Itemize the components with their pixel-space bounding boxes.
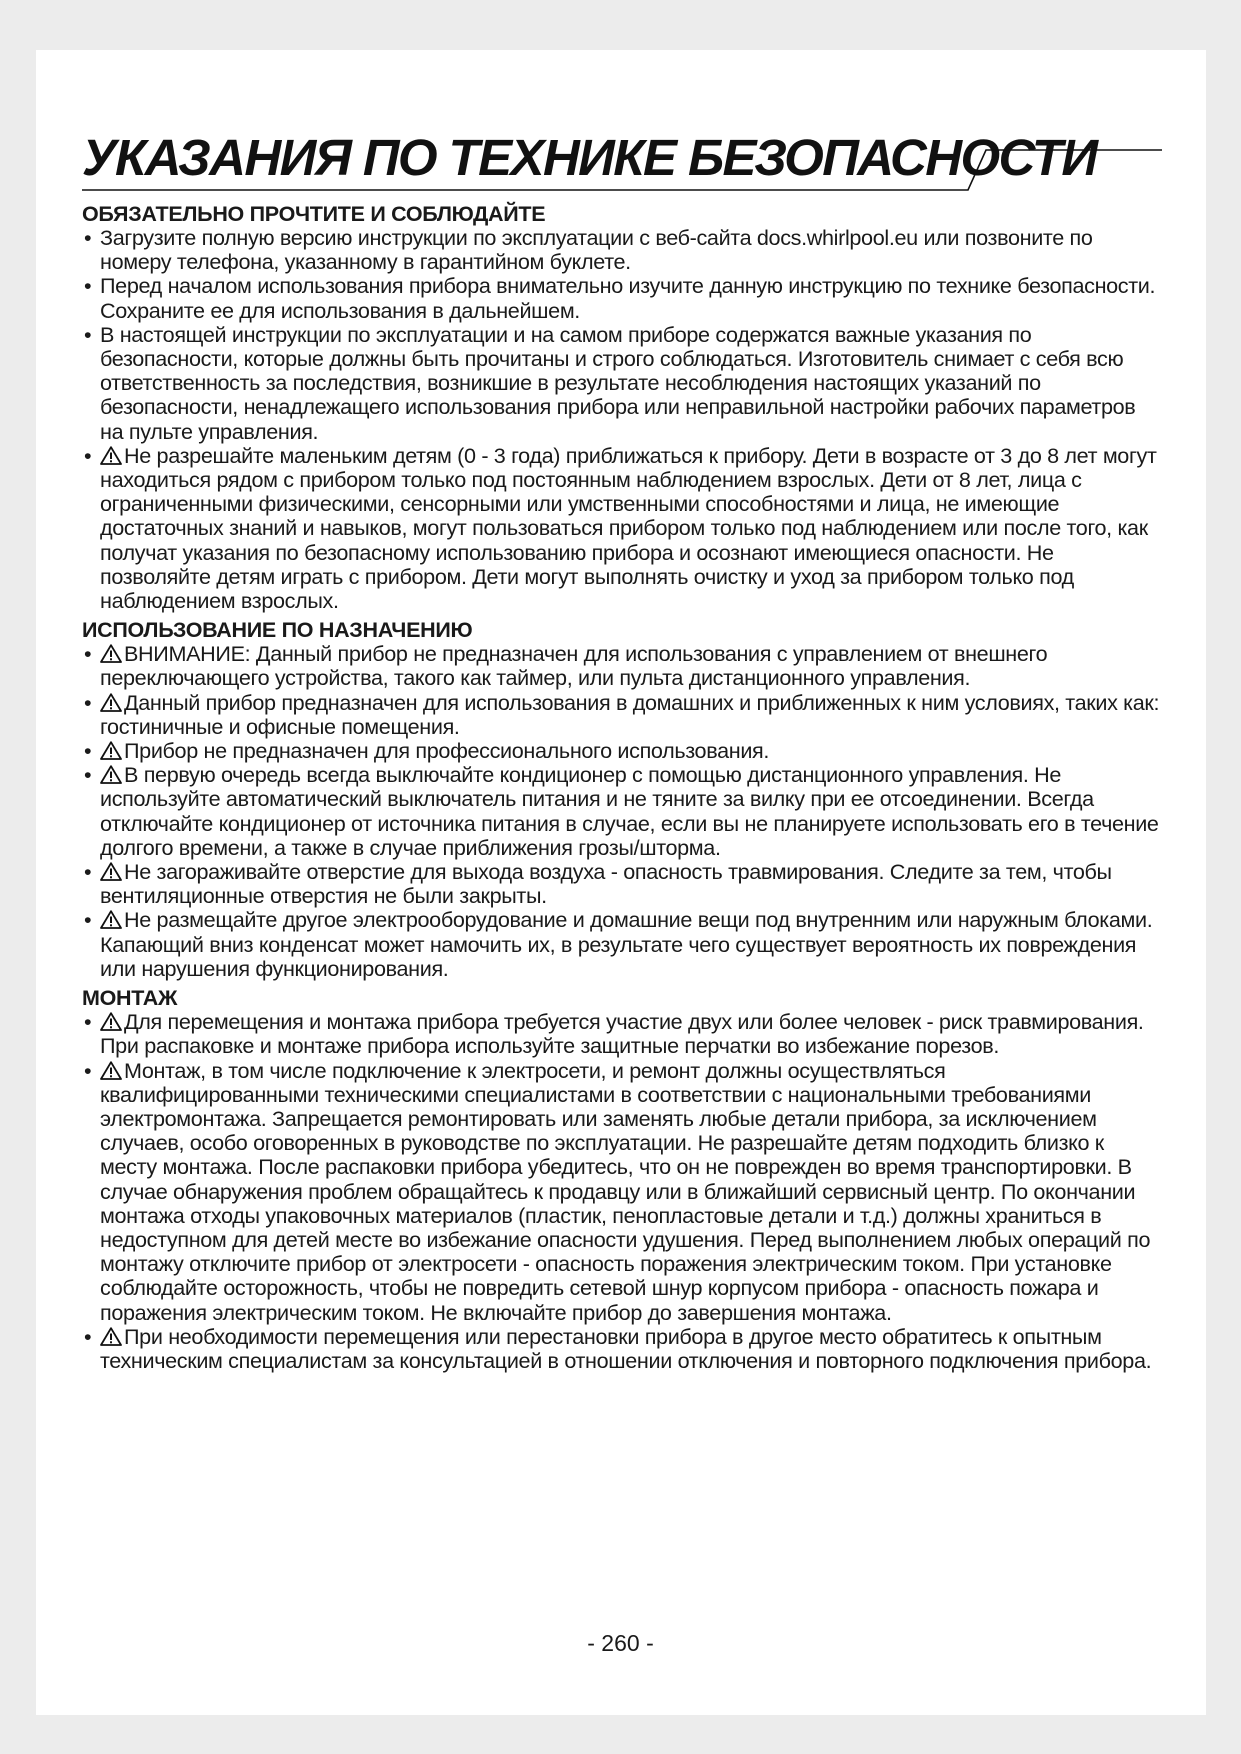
- list-item-text: Загрузите полную версию инструкции по эксплуатации с веб-сайта docs.whirlpool.eu или позвоните по номеру телефона, указанному в гарантийном буклете.: [100, 225, 1093, 275]
- page-title: УКАЗАНИЯ ПО ТЕХНИКЕ БЕЗОПАСНОСТИ: [82, 129, 1097, 186]
- content: [82, 202, 1164, 1373]
- bullet-icon: •: [84, 1009, 92, 1035]
- warning-icon: [100, 1327, 122, 1346]
- list-item-text: Не загораживайте отверстие для выхода воздуха - опасность травмирования. Следите за тем, чтобы вентиляционные отверстия не были закрыты.: [100, 859, 1112, 909]
- warning-icon: [100, 910, 122, 929]
- warning-icon: [100, 1012, 122, 1031]
- list-item: [82, 444, 1164, 613]
- title-underline: [82, 128, 1162, 194]
- bullet-icon: •: [84, 321, 92, 347]
- bullet-icon: •: [84, 762, 92, 788]
- list-item: [82, 691, 1164, 739]
- list-item: [82, 1010, 1164, 1058]
- page-number: - 260 -: [587, 1630, 654, 1656]
- bullet-icon: •: [84, 907, 92, 933]
- bullet-list: [82, 642, 1164, 981]
- bullet-list: [82, 1010, 1164, 1373]
- list-item-text: Данный прибор предназначен для использования в домашних и приближенных к ним условиях, таких как: гостиничные и офисные помещения.: [100, 689, 1160, 739]
- list-item-text: Прибор не предназначен для профессионального использования.: [124, 738, 770, 764]
- list-item: [82, 739, 1164, 763]
- bullet-icon: •: [84, 442, 92, 468]
- list-item: [82, 642, 1164, 690]
- list-item-text: Не разрешайте маленьким детям (0 - 3 года) приближаться к прибору. Дети в возрасте от 3 до 8 лет могут находиться рядом с прибором только под постоянным наблюдением взрослых. Дети от 8 лет, лица с ограниченными физическими, сенсорными или умственными способностями и лица, не имеющие достаточных знаний и навыков, могут пользоваться прибором только под наблюдением или после того, как получат указания по безопасному использованию прибора и осознают имеющиеся опасности. Не позволяйте детям играть с прибором. Дети могут выполнять очистку и уход за прибором только под наблюдением взрослых.: [100, 442, 1157, 614]
- warning-icon: [100, 446, 122, 465]
- bullet-icon: •: [84, 273, 92, 299]
- list-item-text: Монтаж, в том числе подключение к электросети, и ремонт должны осуществляться квалифицированными техническими специалистами в соответствии с национальными требованиями электромонтажа. Запрещается ремонтировать или заменять любые детали прибора, за исключением случаев, особо оговоренных в руководстве по эксплуатации. Не разрешайте детям подходить близко к месту монтажа. После распаковки прибора убедитесь, что он не поврежден во время транспортировки. В случае обнаружения проблем обращайтесь к продавцу или в ближайший сервисный центр. По окончании монтажа отходы упаковочных материалов (пластик, пенопластовые детали и т.д.) должны храниться в недоступном для детей месте во избежание опасности удушения. Перед выполнением любых операций по монтажу отключите прибор от электросети - опасность поражения электрическим током. При установке соблюдайте осторожность, чтобы не повредить сетевой шнур корпусом прибора - опасность пожара и поражения электрическим током. Не включайте прибор до завершения монтажа.: [100, 1057, 1151, 1325]
- warning-icon: [100, 644, 122, 663]
- warning-icon: [100, 862, 122, 881]
- bullet-icon: •: [84, 641, 92, 667]
- list-item: [82, 763, 1164, 860]
- list-item: [82, 323, 1164, 444]
- warning-icon: [100, 693, 122, 712]
- title-row: [82, 128, 1162, 194]
- warning-icon: [100, 1061, 122, 1080]
- list-item-text: ВНИМАНИЕ: Данный прибор не предназначен для использования с управлением от внешнего переключающего устройства, такого как таймер, или пульта дистанционного управления.: [100, 641, 1048, 691]
- list-item: [82, 226, 1164, 274]
- section-heading: ИСПОЛЬЗОВАНИЕ ПО НАЗНАЧЕНИЮ: [82, 618, 473, 643]
- bullet-icon: •: [84, 225, 92, 250]
- bullet-icon: •: [84, 1323, 92, 1349]
- section-heading: МОНТАЖ: [82, 986, 178, 1011]
- bullet-list: [82, 226, 1164, 613]
- list-item-text: При необходимости перемещения или перестановки прибора в другое место обратитесь к опытным техническим специалистам за консультацией в отношении отключения и повторного подключения прибора.: [100, 1323, 1152, 1373]
- list-item-text: Перед началом использования прибора внимательно изучите данную инструкцию по технике безопасности. Сохраните ее для использования в дальнейшем.: [100, 273, 1156, 323]
- list-item-text: В первую очередь всегда выключайте кондиционер с помощью дистанционного управления. Не используйте автоматический выключатель питания и не тяните за вилку при ее отсоединении. Всегда отключайте кондиционер от источника питания в случае, если вы не планируете использовать его в течение долгого времени, а также в случае приближения грозы/шторма.: [100, 762, 1159, 860]
- bullet-icon: •: [84, 1057, 92, 1083]
- bullet-icon: •: [84, 689, 92, 715]
- list-item: [82, 1059, 1164, 1325]
- section-heading: ОБЯЗАТЕЛЬНО ПРОЧТИТЕ И СОБЛЮДАЙТЕ: [82, 202, 546, 226]
- list-item-text: В настоящей инструкции по эксплуатации и на самом приборе содержатся важные указания по безопасности, которые должны быть прочитаны и строго соблюдаться. Изготовитель снимает с себя всю ответственность за последствия, возникшие в результате несоблюдения настоящих указаний по безопасности, ненадлежащего использования прибора или неправильной настройки рабочих параметров на пульте управления.: [100, 321, 1136, 444]
- list-item: [82, 1325, 1164, 1373]
- warning-icon: [100, 765, 122, 784]
- bullet-icon: •: [84, 738, 92, 764]
- warning-icon: [100, 741, 122, 760]
- list-item: [82, 908, 1164, 981]
- bullet-icon: •: [84, 859, 92, 885]
- list-item-text: Для перемещения и монтажа прибора требуется участие двух или более человек - риск травмирования. При распаковке и монтаже прибора используйте защитные перчатки во избежание порезов.: [100, 1009, 1144, 1059]
- list-item: [82, 274, 1164, 322]
- list-item-text: Не размещайте другое электрооборудование и домашние вещи под внутренним или наружным блоками. Капающий вниз конденсат может намочить их, в результате чего существует вероятность их повреждения или нарушения функционирования.: [100, 907, 1153, 981]
- list-item: [82, 860, 1164, 908]
